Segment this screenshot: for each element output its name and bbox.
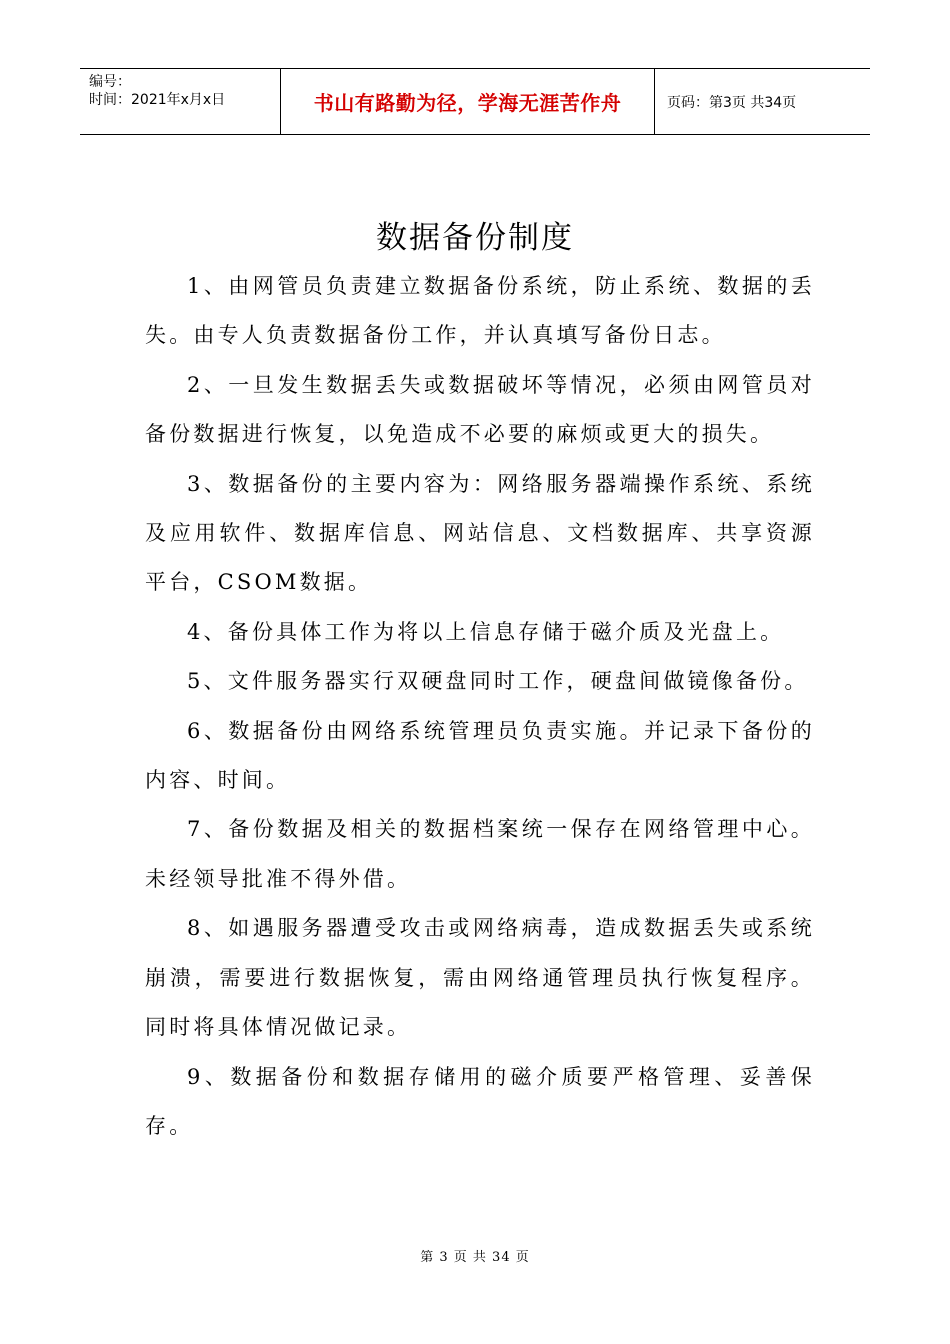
document-title: 数据备份制度 [376, 220, 574, 256]
page-header [80, 68, 870, 135]
paragraph: 2、一旦发生数据丢失或数据破坏等情况，必须由网管员对备份数据进行恢复，以免造成不必要的麻烦或更大的损失。 [145, 372, 815, 447]
header-meta [80, 69, 281, 134]
paragraph: 5、文件服务器实行双硬盘同时工作，硬盘间做镜像备份。 [187, 669, 809, 694]
paragraph: 9、数据备份和数据存储用的磁介质要严格管理、妥善保存。 [145, 1064, 815, 1138]
page-footer: 第 3 页 共 34 页 [420, 1250, 530, 1265]
paragraph: 1、由网管员负责建立数据备份系统，防止系统、数据的丢失。由专人负责数据备份工作，并认真填写备份日志。 [145, 274, 815, 348]
header-motto: 书山有路勤为径，学海无涯苦作舟 [281, 69, 655, 134]
document-body [145, 262, 815, 1151]
document-number-label: 编号： [89, 74, 131, 90]
paragraph: 7、备份数据及相关的数据档案统一保存在网络管理中心。未经领导批准不得外借。 [145, 817, 815, 891]
header-page-info: 页码：第3页 共34页 [667, 94, 797, 111]
paragraph: 8、如遇服务器遭受攻击或网络病毒，造成数据丢失或系统崩溃，需要进行数据恢复，需由网络通管理员执行恢复程序。同时将具体情况做记录。 [145, 916, 815, 1040]
document-time: 时间：2021年x月x日 [89, 92, 226, 108]
paragraph: 4、备份具体工作为将以上信息存储于磁介质及光盘上。 [187, 619, 785, 644]
paragraph: 6、数据备份由网络系统管理员负责实施。并记录下备份的内容、时间。 [145, 718, 815, 793]
paragraph: 3、数据备份的主要内容为：网络服务器端操作系统、系统及应用软件、数据库信息、网站信息、文档数据库、共享资源平台，CSOM数据。 [145, 471, 815, 595]
